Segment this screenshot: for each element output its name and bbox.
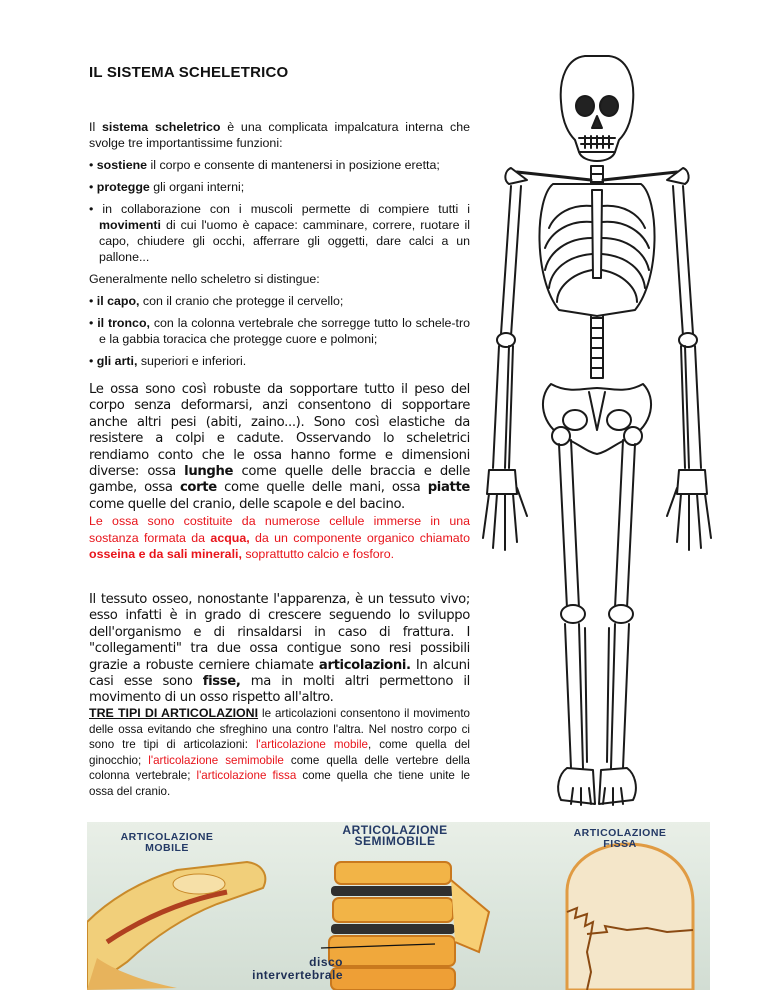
hand-bones-icon xyxy=(483,470,711,550)
general-paragraph: Generalmente nello scheletro si distingue: xyxy=(89,272,320,286)
leg-bones-icon xyxy=(552,427,642,768)
robust-paragraph: Le ossa sono così robuste da sopportare tutto il peso del corpo senza deformarsi, anzi consentono di sopportare anche altri pesi (abiti, zaino...). Sono così elastiche da resistere a colpi e cadute. Osservando lo scheletrici rendiamo conto che le ossa hanno forme e dimensioni diverse: ossa lunghe come quelle delle braccia e delle gambe, ossa corte come quelle delle mani, ossa piatte come quelle del cranio, delle scapole e del bacino. xyxy=(89,382,470,512)
living-paragraph: Il tessuto osseo, nonostante l'apparenza, è un tessuto vivo; esso infatti è in grado di crescere seguendo lo sviluppo dell'organismo e di rinsaldarsi in caso di frattura. I "collegamenti" tra due ossa contigue sono resi possibili grazie a robuste cerniere chiamate articolazioni. In alcuni casi esse sono fisse, ma in molti altri permettono il movimento di un osso rispetto all'altro. xyxy=(89,592,470,706)
vertebrae-icon xyxy=(321,862,489,990)
part-item: • il capo, con il cranio che protegge il cervello; xyxy=(89,294,344,308)
joint-types-banner xyxy=(87,822,710,990)
joints-paragraph: TRE TIPI DI ARTICOLAZIONI le articolazioni consentono il movimento delle ossa evitando che sfreghino una contro l'altra. Nel nostro corpo ci sono tre tipi di articolazioni: l'articolazione mobile, come quella del ginocchio; l'articolazione semimobile come quella delle vertebre della colonna vertebrale; l'articolazione fissa come quella che tiene unite le ossa del cranio. xyxy=(89,706,471,798)
fixed-label-line2: FISSA xyxy=(603,838,637,850)
function-item: • in collaborazione con i muscoli permette di compiere tutti i movimenti di cui l'uomo è capace: camminare, correre, ruotare il capo, chiudere gli occhi, afferrare gli oggetti, dare calci a un pallone... xyxy=(89,202,470,264)
mobile-label-line2: MOBILE xyxy=(145,842,189,854)
foot-bones-icon xyxy=(558,768,636,805)
disc-label-line2: intervertebrale xyxy=(252,968,343,982)
disc-label-line1: disco xyxy=(309,955,343,969)
function-item: • protegge gli organi interni; xyxy=(89,180,245,194)
intro-paragraph: Il sistema scheletrico è una complicata impalcatura interna che svolge tre importantissime funzioni: xyxy=(89,120,470,150)
part-item: • gli arti, superiori e inferiori. xyxy=(89,354,247,368)
fixed-label-line1: ARTICOLAZIONE xyxy=(573,827,667,839)
function-item: • sostiene il corpo e consente di mantenersi in posizione eretta; xyxy=(89,158,440,172)
page-title: IL SISTEMA SCHELETRICO xyxy=(89,64,289,81)
part-item: • il tronco, con la colonna vertebrale che sorregge tutto lo schele-tro e la gabbia toracica che protegge cuore e polmoni; xyxy=(89,316,470,346)
skull-icon xyxy=(561,56,634,161)
skull-suture-icon xyxy=(567,844,693,990)
skeleton-illustration xyxy=(475,48,745,813)
semi-label-line1: ARTICOLAZIONE xyxy=(342,823,448,837)
joints-heading: TRE TIPI DI ARTICOLAZIONI xyxy=(89,706,259,720)
cells-paragraph: Le ossa sono costituite da numerose cellule immerse in una sostanza formata da acqua, da un componente organico chiamato osseina e da sali minerali, soprattutto calcio e fosforo. xyxy=(89,514,470,561)
mobile-label-line1: ARTICOLAZIONE xyxy=(120,831,214,843)
semi-label-line2: SEMIMOBILE xyxy=(354,834,436,848)
functions-section xyxy=(89,119,470,375)
ribcage-icon xyxy=(517,172,677,316)
